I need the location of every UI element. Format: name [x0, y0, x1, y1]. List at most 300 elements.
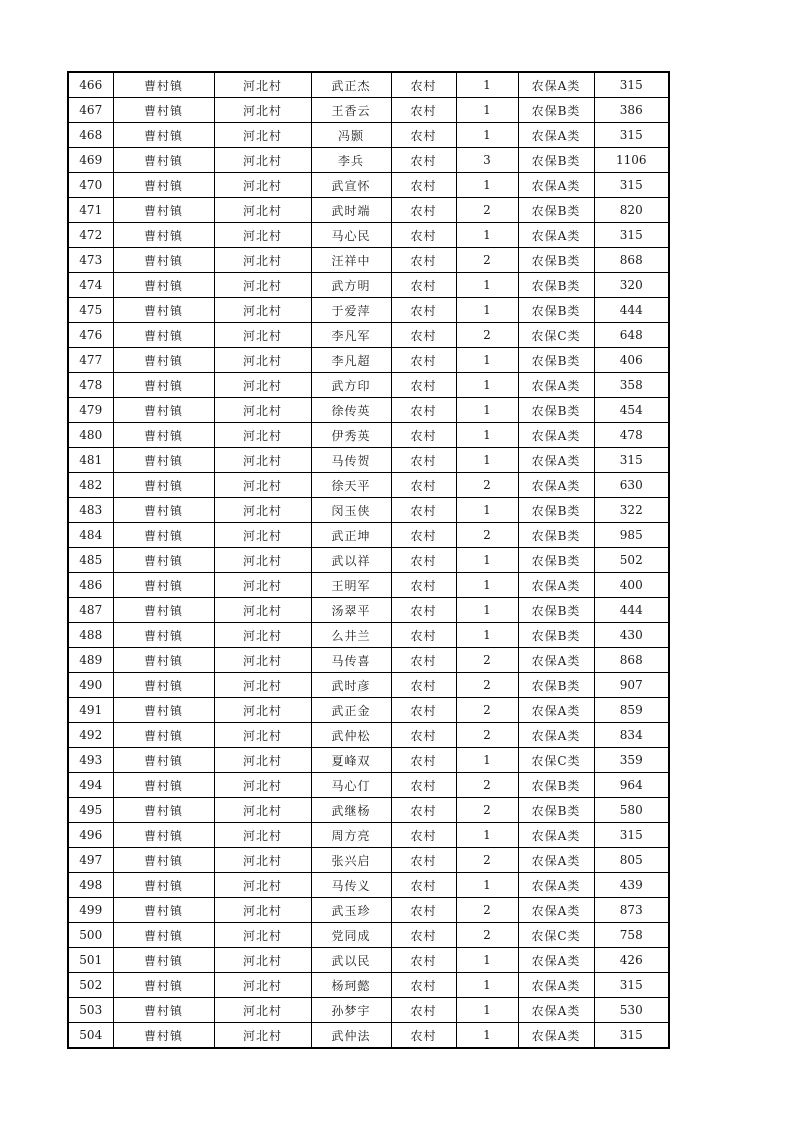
- cell-serial: 492: [68, 723, 113, 748]
- cell-persons: 1: [456, 223, 518, 248]
- cell-town: 曹村镇: [113, 148, 214, 173]
- table-row: [68, 123, 669, 148]
- cell-insurance-type: 农保B类: [518, 148, 594, 173]
- cell-insurance-type: 农保A类: [518, 848, 594, 873]
- cell-amount: 985: [594, 523, 669, 548]
- cell-insurance-type: 农保A类: [518, 72, 594, 98]
- cell-serial: 498: [68, 873, 113, 898]
- cell-village: 河北村: [214, 923, 311, 948]
- cell-serial: 484: [68, 523, 113, 548]
- cell-town: 曹村镇: [113, 773, 214, 798]
- cell-serial: 501: [68, 948, 113, 973]
- cell-persons: 1: [456, 448, 518, 473]
- cell-amount: 444: [594, 598, 669, 623]
- cell-town: 曹村镇: [113, 223, 214, 248]
- cell-serial: 469: [68, 148, 113, 173]
- cell-persons: 2: [456, 673, 518, 698]
- cell-name: 王明军: [311, 573, 391, 598]
- cell-village: 河北村: [214, 473, 311, 498]
- cell-amount: 320: [594, 273, 669, 298]
- cell-serial: 482: [68, 473, 113, 498]
- cell-village: 河北村: [214, 748, 311, 773]
- cell-village: 河北村: [214, 848, 311, 873]
- cell-name: 武以民: [311, 948, 391, 973]
- cell-serial: 500: [68, 923, 113, 948]
- table-row: [68, 298, 669, 323]
- cell-name: 伊秀英: [311, 423, 391, 448]
- table-row: [68, 1023, 669, 1049]
- cell-name: 武正金: [311, 698, 391, 723]
- cell-name: 马传义: [311, 873, 391, 898]
- cell-town: 曹村镇: [113, 648, 214, 673]
- cell-insurance-type: 农保A类: [518, 823, 594, 848]
- cell-village: 河北村: [214, 948, 311, 973]
- cell-serial: 479: [68, 398, 113, 423]
- table-row: [68, 798, 669, 823]
- cell-village: 河北村: [214, 873, 311, 898]
- table-row: [68, 223, 669, 248]
- cell-serial: 502: [68, 973, 113, 998]
- cell-town: 曹村镇: [113, 823, 214, 848]
- cell-serial: 496: [68, 823, 113, 848]
- cell-town: 曹村镇: [113, 1023, 214, 1049]
- table-row: [68, 848, 669, 873]
- cell-name: 孙梦宇: [311, 998, 391, 1023]
- cell-name: 武以祥: [311, 548, 391, 573]
- cell-residence: 农村: [391, 248, 456, 273]
- cell-insurance-type: 农保A类: [518, 1023, 594, 1049]
- cell-name: 徐传英: [311, 398, 391, 423]
- cell-serial: 477: [68, 348, 113, 373]
- table-row: [68, 648, 669, 673]
- cell-amount: 648: [594, 323, 669, 348]
- cell-insurance-type: 农保A类: [518, 448, 594, 473]
- table-row: [68, 973, 669, 998]
- cell-amount: 834: [594, 723, 669, 748]
- cell-serial: 493: [68, 748, 113, 773]
- cell-residence: 农村: [391, 548, 456, 573]
- cell-name: 武仲松: [311, 723, 391, 748]
- cell-insurance-type: 农保B类: [518, 498, 594, 523]
- cell-name: 武时端: [311, 198, 391, 223]
- cell-residence: 农村: [391, 398, 456, 423]
- cell-name: 武玉珍: [311, 898, 391, 923]
- cell-town: 曹村镇: [113, 723, 214, 748]
- table-body: [68, 72, 669, 1048]
- cell-serial: 489: [68, 648, 113, 673]
- cell-residence: 农村: [391, 223, 456, 248]
- cell-village: 河北村: [214, 148, 311, 173]
- cell-village: 河北村: [214, 673, 311, 698]
- cell-insurance-type: 农保B类: [518, 673, 594, 698]
- cell-insurance-type: 农保A类: [518, 873, 594, 898]
- cell-insurance-type: 农保A类: [518, 173, 594, 198]
- cell-serial: 497: [68, 848, 113, 873]
- cell-village: 河北村: [214, 998, 311, 1023]
- table-row: [68, 548, 669, 573]
- cell-town: 曹村镇: [113, 898, 214, 923]
- cell-persons: 1: [456, 548, 518, 573]
- table-row: [68, 723, 669, 748]
- cell-serial: 472: [68, 223, 113, 248]
- cell-amount: 530: [594, 998, 669, 1023]
- cell-name: 王香云: [311, 98, 391, 123]
- cell-town: 曹村镇: [113, 348, 214, 373]
- cell-residence: 农村: [391, 198, 456, 223]
- table-row: [68, 173, 669, 198]
- cell-persons: 1: [456, 348, 518, 373]
- cell-name: 张兴启: [311, 848, 391, 873]
- table-row: [68, 98, 669, 123]
- cell-amount: 964: [594, 773, 669, 798]
- cell-persons: 2: [456, 723, 518, 748]
- table-row: [68, 998, 669, 1023]
- cell-amount: 315: [594, 1023, 669, 1049]
- cell-name: 李凡军: [311, 323, 391, 348]
- cell-insurance-type: 农保B类: [518, 198, 594, 223]
- cell-town: 曹村镇: [113, 273, 214, 298]
- cell-town: 曹村镇: [113, 973, 214, 998]
- cell-town: 曹村镇: [113, 473, 214, 498]
- cell-name: 武正坤: [311, 523, 391, 548]
- cell-town: 曹村镇: [113, 623, 214, 648]
- cell-persons: 1: [456, 573, 518, 598]
- cell-insurance-type: 农保B类: [518, 348, 594, 373]
- cell-residence: 农村: [391, 373, 456, 398]
- cell-persons: 1: [456, 498, 518, 523]
- cell-persons: 2: [456, 798, 518, 823]
- cell-village: 河北村: [214, 523, 311, 548]
- cell-insurance-type: 农保B类: [518, 523, 594, 548]
- cell-insurance-type: 农保A类: [518, 698, 594, 723]
- cell-amount: 820: [594, 198, 669, 223]
- cell-residence: 农村: [391, 998, 456, 1023]
- cell-town: 曹村镇: [113, 448, 214, 473]
- cell-serial: 474: [68, 273, 113, 298]
- cell-persons: 1: [456, 273, 518, 298]
- table-row: [68, 598, 669, 623]
- cell-town: 曹村镇: [113, 598, 214, 623]
- cell-persons: 1: [456, 1023, 518, 1049]
- cell-town: 曹村镇: [113, 498, 214, 523]
- cell-residence: 农村: [391, 623, 456, 648]
- cell-village: 河北村: [214, 598, 311, 623]
- table-row: [68, 873, 669, 898]
- cell-amount: 454: [594, 398, 669, 423]
- cell-amount: 478: [594, 423, 669, 448]
- cell-persons: 1: [456, 748, 518, 773]
- cell-town: 曹村镇: [113, 123, 214, 148]
- cell-insurance-type: 农保B类: [518, 273, 594, 298]
- cell-persons: 1: [456, 173, 518, 198]
- cell-insurance-type: 农保A类: [518, 473, 594, 498]
- cell-town: 曹村镇: [113, 948, 214, 973]
- cell-serial: 483: [68, 498, 113, 523]
- cell-name: 武方明: [311, 273, 391, 298]
- cell-residence: 农村: [391, 673, 456, 698]
- cell-town: 曹村镇: [113, 298, 214, 323]
- cell-insurance-type: 农保A类: [518, 223, 594, 248]
- cell-insurance-type: 农保A类: [518, 373, 594, 398]
- cell-town: 曹村镇: [113, 423, 214, 448]
- cell-insurance-type: 农保B类: [518, 623, 594, 648]
- beneficiary-table: [67, 71, 670, 1049]
- cell-name: 武方印: [311, 373, 391, 398]
- cell-serial: 466: [68, 72, 113, 98]
- cell-village: 河北村: [214, 398, 311, 423]
- cell-amount: 444: [594, 298, 669, 323]
- cell-village: 河北村: [214, 373, 311, 398]
- cell-amount: 758: [594, 923, 669, 948]
- cell-serial: 475: [68, 298, 113, 323]
- table-row: [68, 348, 669, 373]
- cell-residence: 农村: [391, 173, 456, 198]
- cell-name: 杨珂懿: [311, 973, 391, 998]
- cell-persons: 1: [456, 948, 518, 973]
- cell-village: 河北村: [214, 723, 311, 748]
- table-row: [68, 523, 669, 548]
- cell-persons: 2: [456, 523, 518, 548]
- cell-residence: 农村: [391, 923, 456, 948]
- table-row: [68, 423, 669, 448]
- table-row: [68, 473, 669, 498]
- cell-name: 么井兰: [311, 623, 391, 648]
- cell-name: 武仲法: [311, 1023, 391, 1049]
- cell-persons: 1: [456, 98, 518, 123]
- cell-persons: 1: [456, 423, 518, 448]
- cell-persons: 3: [456, 148, 518, 173]
- cell-village: 河北村: [214, 823, 311, 848]
- cell-amount: 426: [594, 948, 669, 973]
- cell-serial: 471: [68, 198, 113, 223]
- cell-town: 曹村镇: [113, 698, 214, 723]
- cell-amount: 315: [594, 72, 669, 98]
- cell-residence: 农村: [391, 473, 456, 498]
- cell-insurance-type: 农保B类: [518, 773, 594, 798]
- cell-amount: 315: [594, 448, 669, 473]
- cell-persons: 1: [456, 973, 518, 998]
- cell-persons: 2: [456, 848, 518, 873]
- cell-residence: 农村: [391, 123, 456, 148]
- cell-insurance-type: 农保C类: [518, 748, 594, 773]
- cell-residence: 农村: [391, 773, 456, 798]
- cell-insurance-type: 农保A类: [518, 898, 594, 923]
- cell-village: 河北村: [214, 348, 311, 373]
- cell-residence: 农村: [391, 648, 456, 673]
- cell-town: 曹村镇: [113, 173, 214, 198]
- cell-persons: 2: [456, 648, 518, 673]
- cell-persons: 2: [456, 698, 518, 723]
- cell-serial: 486: [68, 573, 113, 598]
- cell-insurance-type: 农保B类: [518, 398, 594, 423]
- cell-persons: 2: [456, 323, 518, 348]
- cell-residence: 农村: [391, 898, 456, 923]
- table-row: [68, 373, 669, 398]
- cell-insurance-type: 农保C类: [518, 323, 594, 348]
- cell-residence: 农村: [391, 748, 456, 773]
- cell-village: 河北村: [214, 798, 311, 823]
- cell-residence: 农村: [391, 148, 456, 173]
- table-row: [68, 273, 669, 298]
- cell-name: 马心仃: [311, 773, 391, 798]
- table-row: [68, 248, 669, 273]
- cell-name: 马传贺: [311, 448, 391, 473]
- cell-village: 河北村: [214, 423, 311, 448]
- cell-serial: 490: [68, 673, 113, 698]
- table-row: [68, 148, 669, 173]
- cell-insurance-type: 农保B类: [518, 248, 594, 273]
- cell-town: 曹村镇: [113, 573, 214, 598]
- cell-insurance-type: 农保B类: [518, 798, 594, 823]
- cell-residence: 农村: [391, 298, 456, 323]
- cell-persons: 2: [456, 198, 518, 223]
- cell-town: 曹村镇: [113, 923, 214, 948]
- cell-persons: 2: [456, 248, 518, 273]
- cell-town: 曹村镇: [113, 873, 214, 898]
- table-row: [68, 698, 669, 723]
- cell-name: 周方亮: [311, 823, 391, 848]
- cell-serial: 481: [68, 448, 113, 473]
- cell-residence: 农村: [391, 523, 456, 548]
- cell-serial: 491: [68, 698, 113, 723]
- table-row: [68, 448, 669, 473]
- cell-amount: 859: [594, 698, 669, 723]
- cell-village: 河北村: [214, 1023, 311, 1049]
- cell-residence: 农村: [391, 798, 456, 823]
- cell-serial: 468: [68, 123, 113, 148]
- cell-town: 曹村镇: [113, 998, 214, 1023]
- table-row: [68, 573, 669, 598]
- cell-name: 武继杨: [311, 798, 391, 823]
- cell-town: 曹村镇: [113, 673, 214, 698]
- cell-persons: 1: [456, 398, 518, 423]
- cell-insurance-type: 农保B类: [518, 98, 594, 123]
- cell-amount: 315: [594, 173, 669, 198]
- cell-town: 曹村镇: [113, 198, 214, 223]
- cell-village: 河北村: [214, 323, 311, 348]
- cell-amount: 430: [594, 623, 669, 648]
- cell-name: 党同成: [311, 923, 391, 948]
- cell-insurance-type: 农保B类: [518, 548, 594, 573]
- cell-persons: 2: [456, 898, 518, 923]
- cell-town: 曹村镇: [113, 72, 214, 98]
- cell-persons: 1: [456, 72, 518, 98]
- cell-residence: 农村: [391, 698, 456, 723]
- cell-town: 曹村镇: [113, 398, 214, 423]
- cell-town: 曹村镇: [113, 248, 214, 273]
- cell-amount: 322: [594, 498, 669, 523]
- table-row: [68, 823, 669, 848]
- cell-village: 河北村: [214, 223, 311, 248]
- cell-town: 曹村镇: [113, 373, 214, 398]
- cell-village: 河北村: [214, 773, 311, 798]
- cell-town: 曹村镇: [113, 748, 214, 773]
- cell-village: 河北村: [214, 548, 311, 573]
- cell-name: 武正杰: [311, 72, 391, 98]
- cell-residence: 农村: [391, 973, 456, 998]
- cell-village: 河北村: [214, 698, 311, 723]
- cell-persons: 1: [456, 623, 518, 648]
- cell-serial: 504: [68, 1023, 113, 1049]
- cell-town: 曹村镇: [113, 98, 214, 123]
- cell-name: 徐天平: [311, 473, 391, 498]
- table-row: [68, 323, 669, 348]
- cell-village: 河北村: [214, 648, 311, 673]
- cell-amount: 630: [594, 473, 669, 498]
- cell-persons: 2: [456, 773, 518, 798]
- cell-village: 河北村: [214, 248, 311, 273]
- cell-village: 河北村: [214, 198, 311, 223]
- cell-amount: 502: [594, 548, 669, 573]
- cell-amount: 580: [594, 798, 669, 823]
- cell-village: 河北村: [214, 72, 311, 98]
- cell-village: 河北村: [214, 973, 311, 998]
- cell-insurance-type: 农保A类: [518, 973, 594, 998]
- table-row: [68, 748, 669, 773]
- cell-amount: 400: [594, 573, 669, 598]
- cell-amount: 315: [594, 823, 669, 848]
- cell-village: 河北村: [214, 123, 311, 148]
- cell-residence: 农村: [391, 848, 456, 873]
- cell-name: 马传喜: [311, 648, 391, 673]
- cell-residence: 农村: [391, 573, 456, 598]
- cell-persons: 1: [456, 123, 518, 148]
- cell-name: 夏峰双: [311, 748, 391, 773]
- table-row: [68, 398, 669, 423]
- cell-serial: 470: [68, 173, 113, 198]
- table-row: [68, 673, 669, 698]
- cell-serial: 473: [68, 248, 113, 273]
- cell-village: 河北村: [214, 498, 311, 523]
- cell-name: 武宣怀: [311, 173, 391, 198]
- cell-village: 河北村: [214, 98, 311, 123]
- cell-persons: 1: [456, 873, 518, 898]
- cell-residence: 农村: [391, 948, 456, 973]
- cell-insurance-type: 农保A类: [518, 723, 594, 748]
- cell-insurance-type: 农保A类: [518, 423, 594, 448]
- cell-residence: 农村: [391, 1023, 456, 1049]
- cell-serial: 476: [68, 323, 113, 348]
- cell-insurance-type: 农保A类: [518, 123, 594, 148]
- cell-persons: 1: [456, 998, 518, 1023]
- cell-serial: 495: [68, 798, 113, 823]
- cell-insurance-type: 农保A类: [518, 573, 594, 598]
- cell-town: 曹村镇: [113, 548, 214, 573]
- cell-amount: 315: [594, 973, 669, 998]
- cell-residence: 农村: [391, 348, 456, 373]
- cell-serial: 478: [68, 373, 113, 398]
- cell-residence: 农村: [391, 823, 456, 848]
- cell-name: 汤翠平: [311, 598, 391, 623]
- cell-persons: 1: [456, 598, 518, 623]
- cell-town: 曹村镇: [113, 848, 214, 873]
- cell-residence: 农村: [391, 72, 456, 98]
- cell-residence: 农村: [391, 98, 456, 123]
- cell-residence: 农村: [391, 498, 456, 523]
- cell-amount: 868: [594, 248, 669, 273]
- cell-name: 武时彦: [311, 673, 391, 698]
- table-row: [68, 498, 669, 523]
- cell-amount: 386: [594, 98, 669, 123]
- cell-serial: 503: [68, 998, 113, 1023]
- cell-amount: 805: [594, 848, 669, 873]
- cell-town: 曹村镇: [113, 798, 214, 823]
- cell-insurance-type: 农保B类: [518, 298, 594, 323]
- cell-village: 河北村: [214, 298, 311, 323]
- cell-serial: 467: [68, 98, 113, 123]
- cell-insurance-type: 农保B类: [518, 598, 594, 623]
- cell-serial: 480: [68, 423, 113, 448]
